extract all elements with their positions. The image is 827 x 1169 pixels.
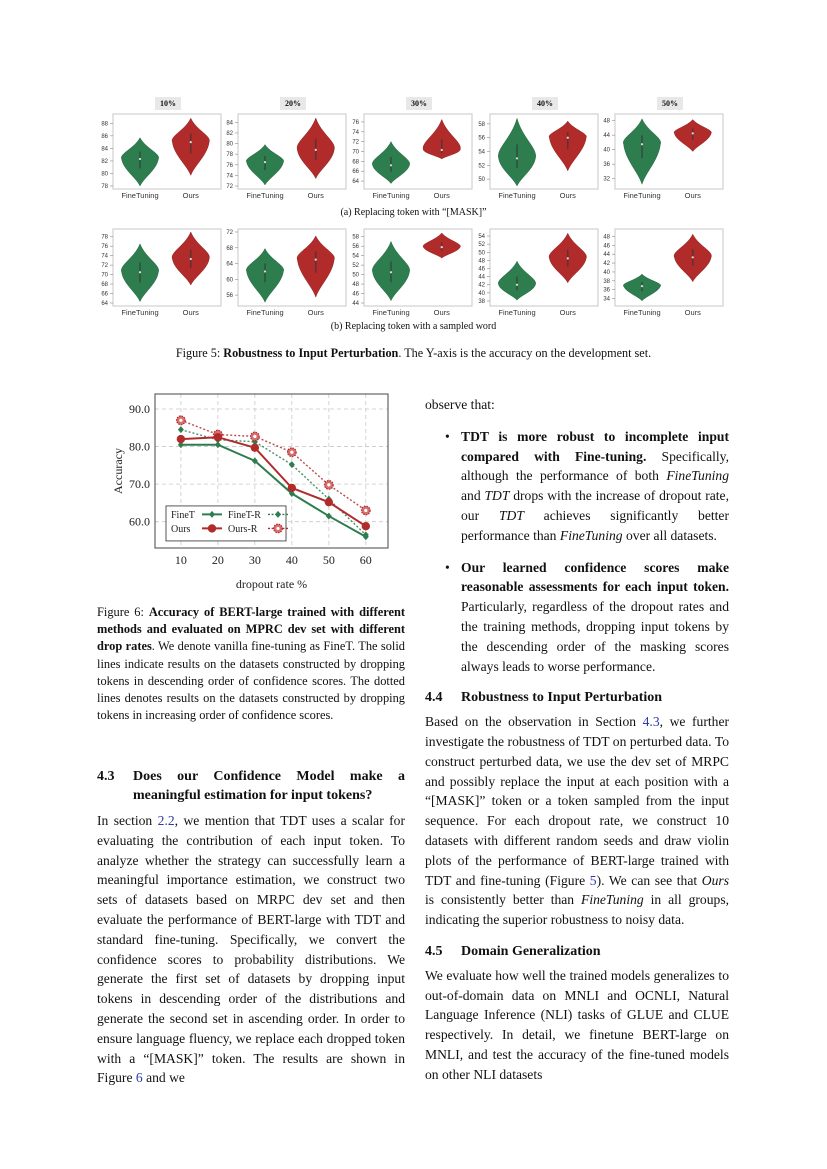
- paragraph: In section 2.2, we mention that TDT uses a scalar for evaluating the contribution of each input token. To analyze whether the strategy can successfully learn a meaningful importance estimation, we construct two sets of datasets based on MRPC dev set and then evaluate the performance of BERT-large with TDT and standard fine-tuning. Specifically, we convert the confidence scores to probability distributions. We generate the first set of datasets by dropping input tokens in descending order of the distributions and generate the second set in ascending order. In order to ensure language fluency, we replace each dropped token with a “[MASK]” token. The results are shown in Figure 6 and we: [97, 813, 405, 1086]
- figure-5a-caption: (a) Replacing token with “[MASK]”: [340, 207, 487, 218]
- svg-text:50: 50: [478, 250, 485, 257]
- caption-label: Figure 6:: [97, 605, 144, 619]
- svg-text:FineTuning: FineTuning: [623, 191, 661, 200]
- svg-text:52: 52: [478, 242, 485, 249]
- panel-title: 30%: [406, 97, 432, 110]
- svg-text:68: 68: [101, 282, 108, 289]
- paragraph-continuation: observe that:: [425, 397, 495, 412]
- svg-text:36: 36: [603, 287, 610, 294]
- svg-text:86: 86: [101, 133, 108, 140]
- svg-text:FineTuning: FineTuning: [246, 191, 284, 200]
- right-column: [425, 395, 729, 1085]
- svg-text:30: 30: [248, 553, 261, 567]
- svg-text:42: 42: [478, 282, 485, 289]
- series-ours-r: [177, 416, 371, 515]
- svg-text:44: 44: [352, 301, 359, 307]
- svg-text:36: 36: [603, 162, 610, 169]
- section-link[interactable]: 2.2: [157, 813, 175, 828]
- svg-text:84: 84: [101, 146, 108, 153]
- svg-text:FineT-R: FineT-R: [228, 509, 261, 521]
- svg-text:FineTuning: FineTuning: [498, 191, 536, 200]
- svg-text:Ours: Ours: [684, 308, 701, 317]
- section-heading-4-5: 4.5 Domain Generalization: [425, 943, 601, 959]
- svg-text:Ours-R: Ours-R: [228, 523, 258, 535]
- violin-panel: [220, 229, 346, 320]
- svg-text:72: 72: [226, 230, 233, 236]
- svg-text:56: 56: [226, 293, 233, 300]
- paragraph: Based on the observation in Section 4.3, we further investigate the robustness of TDT on perturbed data. To construct perturbed data, we use the dev set of MRPC and possibly replace the input at each position with a “[MASK]” token or a token sampled from the input sequence. For each dropout rate, we construct 10 datasets with different random seeds and draw violin plots of the performance of BERT-large trained with TDT and fine-tuning (Figure 5). We can see that Ours is consistently better than FineTuning in all groups, indicating the superior robustness to noisy data.: [425, 714, 730, 928]
- svg-text:60.0: 60.0: [129, 514, 150, 529]
- svg-text:66: 66: [101, 291, 108, 298]
- violin-panel: [95, 229, 221, 320]
- svg-text:FineTuning: FineTuning: [372, 191, 410, 200]
- section-4-3: [97, 767, 405, 1088]
- legend: [166, 506, 288, 541]
- svg-text:50: 50: [478, 177, 485, 184]
- svg-text:Ours: Ours: [171, 523, 191, 535]
- section-link[interactable]: 4.3: [642, 714, 660, 730]
- svg-text:Ours: Ours: [433, 191, 450, 200]
- svg-text:FineTuning: FineTuning: [246, 308, 284, 317]
- svg-text:46: 46: [603, 243, 610, 250]
- figure-5-caption: [0, 346, 827, 361]
- violin-panel: [472, 99, 598, 203]
- svg-text:Ours: Ours: [182, 191, 199, 200]
- violin-panel: [346, 229, 472, 320]
- svg-text:64: 64: [352, 179, 359, 186]
- svg-text:50: 50: [352, 272, 359, 279]
- svg-text:52: 52: [478, 163, 485, 170]
- svg-text:72: 72: [352, 139, 359, 146]
- svg-text:70.0: 70.0: [129, 477, 150, 492]
- svg-text:FineT: FineT: [171, 509, 195, 521]
- svg-text:82: 82: [226, 130, 233, 137]
- svg-text:52: 52: [352, 263, 359, 270]
- section-title: Does our Confidence Model make a meaningful estimation for input tokens?: [133, 769, 405, 803]
- svg-text:54: 54: [478, 234, 485, 241]
- svg-text:FineTuning: FineTuning: [121, 308, 159, 317]
- svg-text:34: 34: [603, 296, 610, 303]
- svg-text:88: 88: [101, 121, 108, 128]
- svg-text:Ours: Ours: [182, 308, 199, 317]
- svg-text:80.0: 80.0: [129, 439, 150, 454]
- svg-text:74: 74: [352, 129, 359, 136]
- svg-text:38: 38: [603, 278, 610, 285]
- svg-text:64: 64: [101, 301, 108, 307]
- svg-text:38: 38: [478, 298, 485, 305]
- svg-text:44: 44: [478, 274, 485, 281]
- violin-panel: [472, 229, 598, 320]
- violin-panel: [95, 99, 221, 203]
- violin-panel: [346, 99, 472, 203]
- svg-text:58: 58: [478, 121, 485, 128]
- svg-text:82: 82: [101, 158, 108, 165]
- svg-text:70: 70: [352, 149, 359, 156]
- caption-rest: . We denote vanilla fine-tuning as FineT. The solid lines indicate results on the datasets constructed by dropping tokens in descending order of confidence scores. The dotted lines denotes results on the datasets constructed by dropping tokens in increasing order of confidence scores.: [97, 639, 406, 723]
- svg-text:48: 48: [478, 258, 485, 265]
- svg-text:60: 60: [359, 553, 372, 567]
- svg-text:56: 56: [352, 244, 359, 251]
- figure-5b-caption: (b) Replacing token with a sampled word: [330, 321, 497, 332]
- svg-text:FineTuning: FineTuning: [121, 191, 159, 200]
- figure-6-chart: [98, 390, 408, 595]
- svg-text:FineTuning: FineTuning: [623, 308, 661, 317]
- svg-text:72: 72: [226, 184, 233, 190]
- svg-text:80: 80: [101, 171, 108, 178]
- svg-text:42: 42: [603, 261, 610, 268]
- svg-text:dropout rate %: dropout rate %: [235, 577, 308, 591]
- svg-text:78: 78: [101, 234, 108, 241]
- svg-text:80: 80: [226, 141, 233, 148]
- svg-text:48: 48: [352, 282, 359, 289]
- section-number: 4.3: [97, 769, 115, 784]
- svg-text:72: 72: [101, 263, 108, 270]
- svg-text:40: 40: [478, 290, 485, 297]
- panel-title: 40%: [532, 97, 558, 110]
- svg-text:78: 78: [226, 152, 233, 159]
- panel-title: 50%: [657, 97, 683, 110]
- paragraph: We evaluate how well the trained models generalizes to out-of-domain data on MNLI and OCNLI, Natural Language Inference (NLI) tasks of GLUE and CLUE respectively. In detail, we finetune BERT-large on MNLI, and test the accuracy of the fine-tuned models on other NLI datasets: [425, 967, 729, 1082]
- caption-rest: . The Y-axis is the accuracy on the development set.: [398, 346, 652, 360]
- section-heading-4-4: 4.4 Robustness to Input Perturbation: [425, 690, 663, 706]
- svg-text:48: 48: [603, 234, 610, 241]
- svg-text:58: 58: [352, 234, 359, 241]
- svg-text:Ours: Ours: [307, 308, 324, 317]
- svg-text:FineTuning: FineTuning: [498, 308, 536, 317]
- findings-list: [425, 427, 729, 677]
- svg-text:46: 46: [352, 291, 359, 298]
- caption-bold: Robustness to Input Perturbation: [223, 346, 399, 360]
- svg-text:Ours: Ours: [433, 308, 450, 317]
- svg-text:20: 20: [211, 553, 224, 567]
- svg-text:60: 60: [226, 277, 233, 284]
- violin-panel: [597, 229, 723, 320]
- svg-text:76: 76: [352, 119, 359, 126]
- svg-text:32: 32: [603, 176, 610, 183]
- svg-text:44: 44: [603, 252, 610, 259]
- svg-text:Ours: Ours: [559, 308, 576, 317]
- svg-text:74: 74: [101, 253, 108, 260]
- svg-text:40: 40: [603, 269, 610, 276]
- svg-text:54: 54: [478, 149, 485, 156]
- svg-text:40: 40: [285, 553, 298, 567]
- svg-text:68: 68: [352, 159, 359, 166]
- section-heading: [97, 767, 405, 805]
- svg-text:64: 64: [226, 261, 233, 268]
- svg-text:78: 78: [101, 184, 108, 190]
- svg-text:48: 48: [603, 118, 610, 125]
- svg-text:68: 68: [226, 245, 233, 252]
- svg-text:66: 66: [352, 169, 359, 176]
- list-item: • TDT is more robust to incomplete input compared with Fine-tuning. Specifically, although the performance of both FineTuning and TDT drops with the increase of dropout rate, our TDT achieves significantly better performance than FineTuning over all datasets.: [445, 428, 729, 543]
- caption-bold: Accuracy of BERT-large trained with different methods and evaluated on MPRC dev set with different drop rates: [97, 605, 405, 654]
- svg-text:74: 74: [226, 173, 233, 180]
- svg-text:40: 40: [603, 147, 610, 154]
- svg-text:Ours: Ours: [307, 191, 324, 200]
- figure-6-caption: [97, 604, 405, 724]
- violin-panel: [220, 99, 346, 203]
- svg-text:70: 70: [101, 272, 108, 279]
- panel-title: 20%: [280, 97, 306, 110]
- svg-text:56: 56: [478, 135, 485, 142]
- svg-text:50: 50: [322, 553, 335, 567]
- figure-link[interactable]: 6: [135, 1070, 143, 1086]
- svg-text:Accuracy: Accuracy: [111, 448, 125, 494]
- svg-text:44: 44: [603, 133, 610, 140]
- caption-label: Figure 5:: [175, 346, 221, 360]
- svg-text:FineTuning: FineTuning: [372, 308, 410, 317]
- svg-text:Ours: Ours: [684, 191, 701, 200]
- svg-text:76: 76: [101, 244, 108, 251]
- list-item: • Our learned confidence scores make reasonable assessments for each input token. Particularly, regardless of the dropout rates and the training methods, dropping input tokens by the descending order of the masking scores always leads to worse performance.: [445, 559, 729, 674]
- svg-text:76: 76: [226, 162, 233, 169]
- figure-link[interactable]: 5: [589, 872, 597, 888]
- svg-text:90.0: 90.0: [129, 402, 150, 417]
- svg-text:46: 46: [478, 266, 485, 273]
- svg-text:54: 54: [352, 253, 359, 260]
- svg-text:10: 10: [174, 553, 187, 567]
- violin-panel: [597, 99, 723, 203]
- svg-text:84: 84: [226, 120, 233, 127]
- svg-text:Ours: Ours: [559, 191, 576, 200]
- panel-title: 10%: [155, 97, 181, 110]
